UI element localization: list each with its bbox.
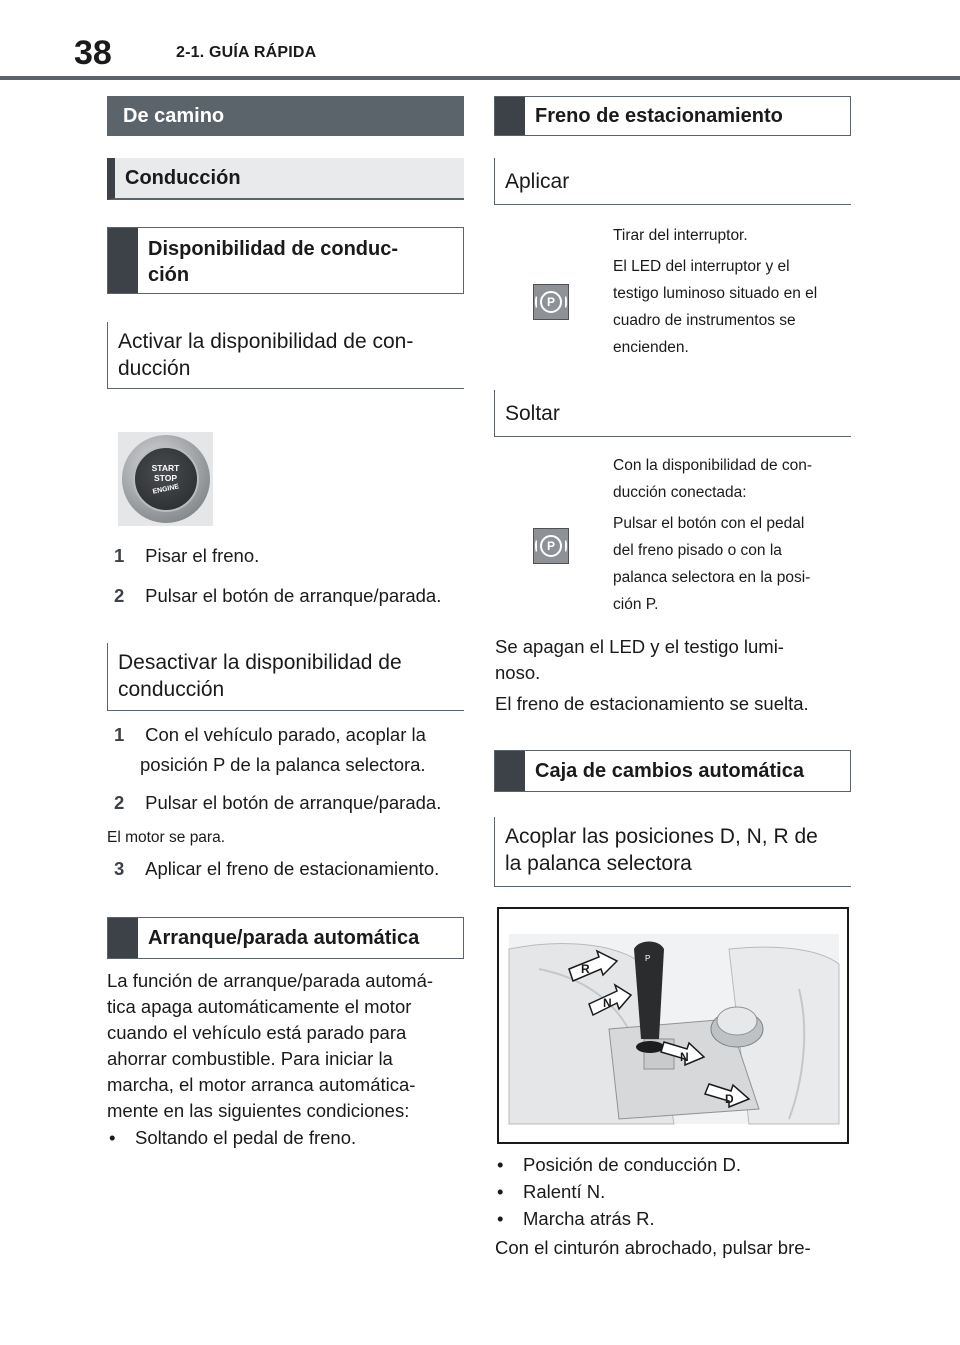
gear-selector-illustration [497, 907, 849, 1144]
subhead-aplicar [494, 158, 851, 205]
step-text-cont: posición P de la palanca selectora. [140, 754, 426, 775]
soltar-line: ción P. [613, 596, 659, 613]
start-label: START [151, 463, 180, 473]
gear-bullets [495, 1151, 855, 1232]
stop-label: STOP [154, 473, 177, 483]
page-number: 38 [74, 34, 112, 72]
paragraph-line: tica apaga automáticamente el motor [107, 996, 412, 1017]
banner-conduccion-text: Conducción [125, 166, 241, 189]
subhead-acoplar [494, 817, 851, 887]
subhead-aplicar-text: Aplicar [505, 170, 570, 193]
aplicar-line: El LED del interruptor y el [613, 258, 790, 275]
step-text: Aplicar el freno de estacionamiento. [145, 858, 440, 879]
soltar-line: palanca selectora en la posi- [613, 569, 811, 586]
subhead-soltar [494, 390, 851, 437]
start-stop-bezel [122, 435, 210, 523]
engine-label: ENGINE [151, 483, 180, 496]
box-disponibilidad-line2: ción [148, 264, 190, 286]
step-number: 1 [114, 545, 125, 566]
aplicar-line: Tirar del interruptor. [613, 227, 748, 244]
start-stop-button-image [118, 432, 213, 526]
parking-p-symbol: P [540, 535, 562, 557]
banner-de-camino-text: De camino [123, 104, 225, 127]
paragraph-line: mente en las siguientes condiciones: [107, 1100, 410, 1121]
box-arranque-text: Arranque/parada automática [148, 927, 420, 949]
subhead-soltar-text: Soltar [505, 402, 560, 425]
activar-step-2 [114, 581, 474, 611]
gear-selector-drawing [499, 909, 847, 1142]
box-caja [494, 750, 851, 792]
step-text: Pulsar el botón de arranque/parada. [145, 792, 442, 813]
step-text: Pulsar el botón de arranque/parada. [145, 585, 442, 606]
gear-label-d: D [725, 1092, 734, 1106]
gear-label-r: R [581, 962, 590, 976]
desactivar-step-1 [114, 720, 474, 780]
aplicar-text [613, 222, 853, 361]
soltar-text [613, 452, 853, 618]
motor-note: El motor se para. [107, 829, 226, 846]
arranque-paragraph [107, 968, 467, 1151]
paragraph-line: La función de arranque/parada automá- [107, 970, 434, 991]
gear-bullet: • Marcha atrás R. [495, 1205, 855, 1232]
soltar-line: del freno pisado o con la [613, 542, 782, 559]
subhead-acoplar-line1: Acoplar las posiciones D, N, R de [505, 825, 818, 848]
box-disponibilidad [107, 227, 464, 294]
step-number: 1 [114, 724, 125, 745]
activar-step-1 [114, 541, 474, 571]
aplicar-line: testigo luminoso situado en el [613, 285, 818, 302]
parking-p-symbol: P [540, 291, 562, 313]
chapter-title: 2-1. GUÍA RÁPIDA [176, 44, 317, 61]
gear-label-n-top: N [603, 996, 612, 1010]
final-line: Con el cinturón abrochado, pulsar bre- [495, 1237, 811, 1258]
subhead-activar-line1: Activar la disponibilidad de con- [118, 330, 414, 353]
parking-brake-icon [533, 528, 569, 564]
box-freno [494, 96, 851, 136]
aplicar-line: encienden. [613, 339, 689, 356]
box-arranque [107, 917, 464, 959]
box-accent-bar [108, 228, 138, 293]
subhead-desactivar-line1: Desactivar la disponibilidad de [118, 651, 402, 674]
freno-paragraph-1 [495, 634, 855, 686]
box-accent-bar [108, 918, 138, 958]
header-rule [0, 76, 960, 80]
step-number: 2 [114, 792, 125, 813]
box-freno-text: Freno de estacionamiento [535, 105, 783, 127]
box-accent-bar [495, 97, 525, 135]
step-number: 2 [114, 585, 125, 606]
subhead-activar-line2: ducción [118, 357, 191, 380]
soltar-line: Con la disponibilidad de con- [613, 457, 813, 474]
step-text: Con el vehículo parado, acoplar la [145, 724, 426, 745]
start-stop-face [133, 446, 199, 512]
banner-conduccion [107, 158, 464, 200]
arranque-bullet: • Soltando el pedal de freno. [107, 1124, 467, 1151]
aplicar-line: cuadro de instrumentos se [613, 312, 796, 329]
box-disponibilidad-line1: Disponibilidad de conduc- [148, 238, 398, 260]
subhead-activar [107, 322, 464, 389]
parking-brake-icon [533, 284, 569, 320]
soltar-line: Pulsar el botón con el pedal [613, 515, 805, 532]
subhead-desactivar-line2: conducción [118, 678, 225, 701]
banner-de-camino [107, 96, 464, 136]
paragraph-line: Se apagan el LED y el testigo lumi- [495, 636, 784, 657]
desactivar-step-2 [114, 788, 474, 818]
paragraph-line: marcha, el motor arranca automática- [107, 1074, 416, 1095]
lever-label-p: P [645, 954, 651, 963]
paragraph-line: noso. [495, 662, 541, 683]
freno-paragraph-2: El freno de estacionamiento se suelta. [495, 693, 809, 714]
desactivar-step-3 [114, 854, 474, 884]
gear-bullet: • Ralentí N. [495, 1178, 855, 1205]
paragraph-line: ahorrar combustible. Para iniciar la [107, 1048, 393, 1069]
gear-label-n-bottom: N [680, 1050, 689, 1064]
step-number: 3 [114, 858, 125, 879]
step-text: Pisar el freno. [145, 545, 260, 566]
subhead-desactivar [107, 643, 464, 711]
subhead-acoplar-line2: la palanca selectora [505, 852, 692, 875]
soltar-line: ducción conectada: [613, 484, 747, 501]
gear-bullet: • Posición de conducción D. [495, 1151, 855, 1178]
box-caja-text: Caja de cambios automática [535, 760, 804, 782]
box-accent-bar [495, 751, 525, 791]
paragraph-line: cuando el vehículo está parado para [107, 1022, 407, 1043]
